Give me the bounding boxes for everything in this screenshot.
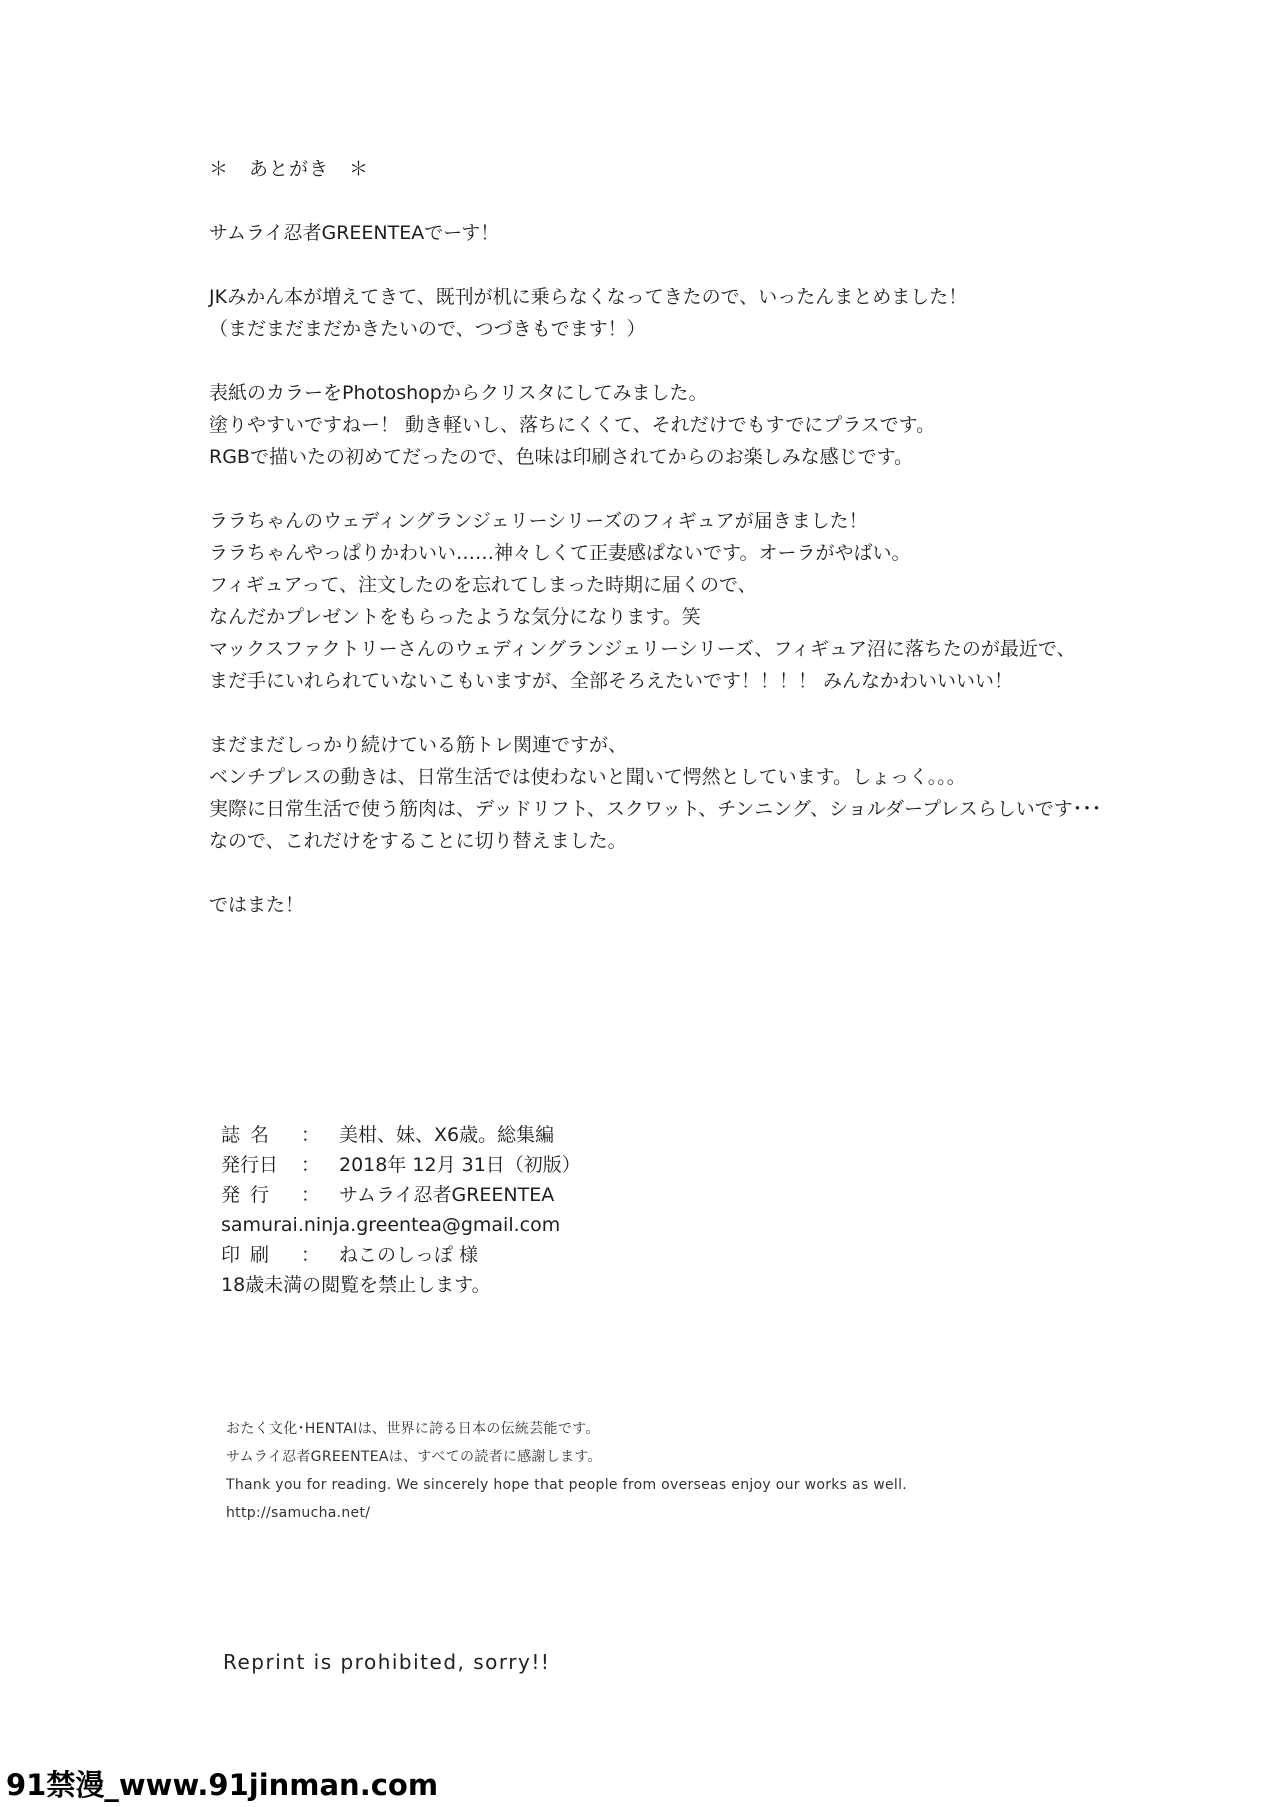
- text-line: 塗りやすいですねー！ 動き軽いし、落ちにくくて、それだけでもすでにプラスです。: [209, 414, 936, 436]
- afterword-heading: ＊ あとがき ＊: [209, 158, 370, 180]
- paragraph-greeting: [209, 217, 1209, 249]
- colophon-separator: ：: [301, 1244, 321, 1266]
- paragraph-figure: [209, 505, 1209, 697]
- paragraph-closing: [209, 889, 1209, 921]
- colophon-title-value: 美柑、妹、X6歳。総集編: [339, 1124, 555, 1146]
- thanks-line: Thank you for reading. We sincerely hope that people from overseas enjoy our works as well.: [226, 1477, 908, 1493]
- colophon-label: 発行日: [221, 1154, 279, 1176]
- text-line: なんだかプレゼントをもらったような気分になります。笑: [209, 606, 701, 628]
- colophon-printer-value: ねこのしっぽ 様: [339, 1244, 479, 1266]
- text-line: 実際に日常生活で使う筋肉は、デッドリフト、スクワット、チンニング、ショルダープレスらしいです･･･: [209, 798, 1102, 820]
- thanks-line: おたく文化･HENTAIは、世界に誇る日本の伝統芸能です。: [226, 1421, 600, 1437]
- text-line: ララちゃんのウェディングランジェリーシリーズのフィギュアが届きました！: [209, 510, 868, 532]
- paragraph-compilation: [209, 281, 1209, 345]
- text-line: サムライ忍者GREENTEAでーす！: [209, 222, 500, 244]
- text-line: まだ手にいれられていないこもいますが、全部そろえたいです！！！！ みんなかわいいいい！: [209, 670, 1014, 692]
- colophon-publisher-value: サムライ忍者GREENTEA: [339, 1184, 555, 1206]
- text-line: RGBで描いたの初めてだったので、色味は印刷されてからのお楽しみな感じです。: [209, 446, 914, 468]
- text-line: （まだまだまだかきたいので、つづきもでます！）: [209, 318, 646, 340]
- colophon-age-row: [221, 1270, 581, 1300]
- text-line: まだまだしっかり続けている筋トレ関連ですが、: [209, 734, 628, 756]
- colophon-title-row: [221, 1120, 581, 1150]
- colophon-date-row: [221, 1150, 581, 1180]
- text-line: ベンチプレスの動きは、日常生活では使わないと聞いて愕然としています。しょっく。。。: [209, 766, 966, 788]
- text-line: フィギュアって、注文したのを忘れてしまった時期に届くので、: [209, 574, 757, 596]
- text-line: 表紙のカラーをPhotoshopからクリスタにしてみました。: [209, 382, 708, 404]
- text-line: ララちゃんやっぱりかわいい……神々しくて正妻感ぱないです。オーラがやばい。: [209, 542, 911, 564]
- text-line: ではまた！: [209, 894, 305, 916]
- text-line: JKみかん本が増えてきて、既刊が机に乗らなくなってきたので、いったんまとめました！: [209, 286, 968, 308]
- paragraph-training: [209, 729, 1209, 857]
- paragraph-cover-color: [209, 377, 1209, 473]
- colophon-label: 誌名: [221, 1124, 280, 1146]
- colophon-separator: ：: [301, 1184, 321, 1206]
- colophon-separator: ：: [301, 1124, 321, 1146]
- colophon-email-row: [221, 1210, 581, 1240]
- age-notice: 18歳未満の閲覧を禁止します。: [221, 1274, 491, 1296]
- colophon-separator: ：: [301, 1154, 321, 1176]
- afterword-section: [209, 153, 1209, 953]
- colophon-label: 印刷: [221, 1244, 280, 1266]
- thanks-line: サムライ忍者GREENTEAは、すべての読者に感謝します。: [226, 1449, 602, 1465]
- colophon-date-value: 2018年 12月 31日（初版）: [339, 1154, 581, 1176]
- colophon: [221, 1120, 581, 1300]
- website-url: http://samucha.net/: [226, 1505, 371, 1521]
- text-line: マックスファクトリーさんのウェディングランジェリーシリーズ、フィギュア沼に落ちたのが最近で、: [209, 638, 1076, 660]
- reprint-notice: Reprint is prohibited, sorry!!: [223, 1650, 551, 1674]
- thanks-section: [226, 1415, 907, 1527]
- colophon-printer-row: [221, 1240, 581, 1270]
- colophon-email: samurai.ninja.greentea@gmail.com: [221, 1214, 561, 1236]
- colophon-publisher-row: [221, 1180, 581, 1210]
- text-line: なので、これだけをすることに切り替えました。: [209, 830, 627, 852]
- watermark: 91禁漫_www.91jinman.com: [0, 1763, 526, 1807]
- colophon-label: 発行: [221, 1184, 280, 1206]
